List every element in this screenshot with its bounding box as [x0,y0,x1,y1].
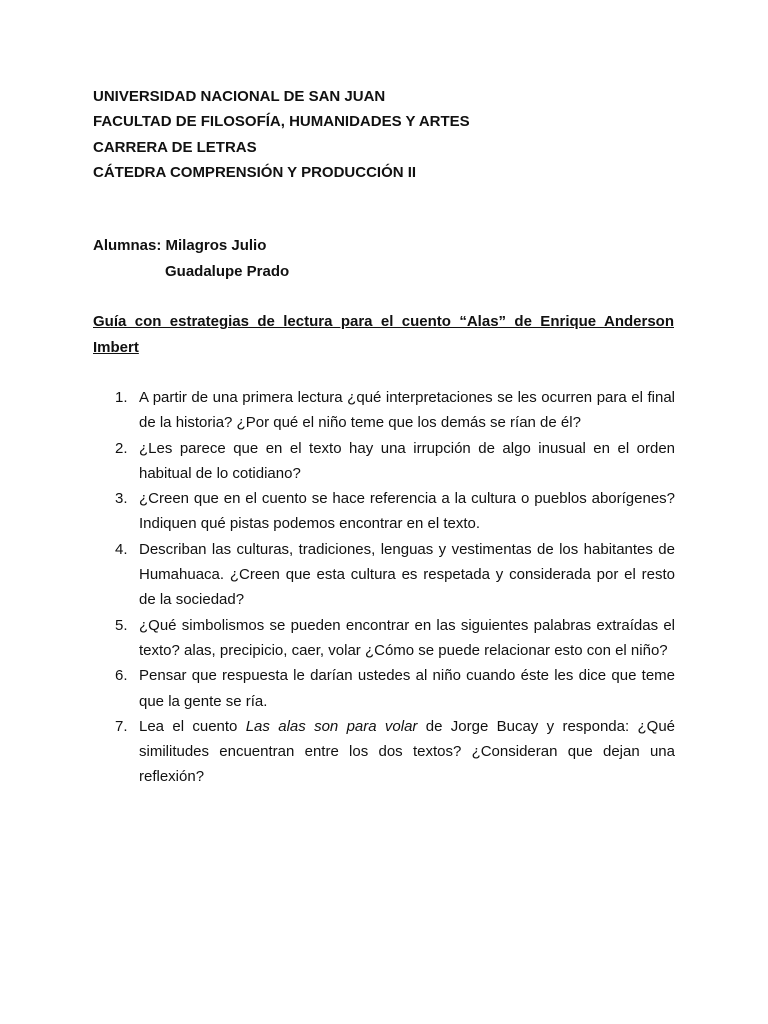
question-item [93,436,675,487]
chair-name: CÁTEDRA COMPRENSIÓN Y PRODUCCIÓN II [93,163,417,181]
question-number: 6. [115,667,128,685]
students-label: Alumnas: [93,237,162,254]
university-name: UNIVERSIDAD NACIONAL DE SAN JUAN [93,88,386,105]
question-text-end: de Jorge Bucay y responda: ¿Qué similitudes encuentran entre los dos textos? ¿Consideran que dejan una reflexión? [139,717,675,786]
question-text: ¿Creen que en el cuento se hace referencia a la cultura o pueblos aborígenes?Indiquen qué pistas podemos encontrar en el texto. [139,490,675,533]
question-item [93,613,675,664]
students-block [93,235,693,287]
student-name-1: Milagros Julio [165,237,267,254]
question-number: 2. [115,439,128,457]
student-name-2: Guadalupe Prado [165,263,290,280]
question-number: 3. [115,490,128,508]
question-text: ¿Les parece que en el texto hay una irrupción de algo inusual en el orden habitual de lo cotidiano? [139,439,675,482]
students-first-row [93,235,693,261]
faculty-name: FACULTAD DE FILOSOFÍA, HUMANIDADES Y ARTES [93,113,470,131]
question-number: 1. [115,389,128,406]
question-text: Pensar que respuesta le darían ustedes al niño cuando éste les dice que teme que la gente se ría. [139,667,675,710]
institution-heading [93,84,693,185]
question-text: Describan las culturas, tradiciones, lenguas y vestimentas de los habitantes de Humahuaca. ¿Creen que esta cultura es respetada y considerada por el resto de la sociedad? [139,540,675,609]
question-text: ¿Qué simbolismos se pueden encontrar en las siguientes palabras extraídas el texto? alas, precipicio, caer, volar ¿Cómo se puede relacionar esto con el niño? [139,616,675,659]
question-item [93,663,675,714]
book-title: Las alas son para volar [245,717,418,735]
question-item [93,714,675,790]
career-name: CARRERA DE LETRAS [93,138,257,156]
question-item [93,385,675,436]
question-item [93,486,675,537]
question-text [139,718,675,786]
question-item [93,537,675,613]
students-second-row [93,261,693,287]
questions-list [93,385,675,790]
question-number: 4. [115,540,128,558]
question-number: 7. [115,717,128,735]
guide-title: Guía con estrategias de lectura para el cuento “Alas” de Enrique Anderson Imbert [93,313,674,356]
question-text-start: Lea el cuento [139,717,246,735]
question-number: 5. [115,616,128,634]
question-text: A partir de una primera lectura ¿qué interpretaciones se les ocurren para el final de la historia? ¿Por qué el niño teme que los demás se rían de él? [139,389,675,432]
